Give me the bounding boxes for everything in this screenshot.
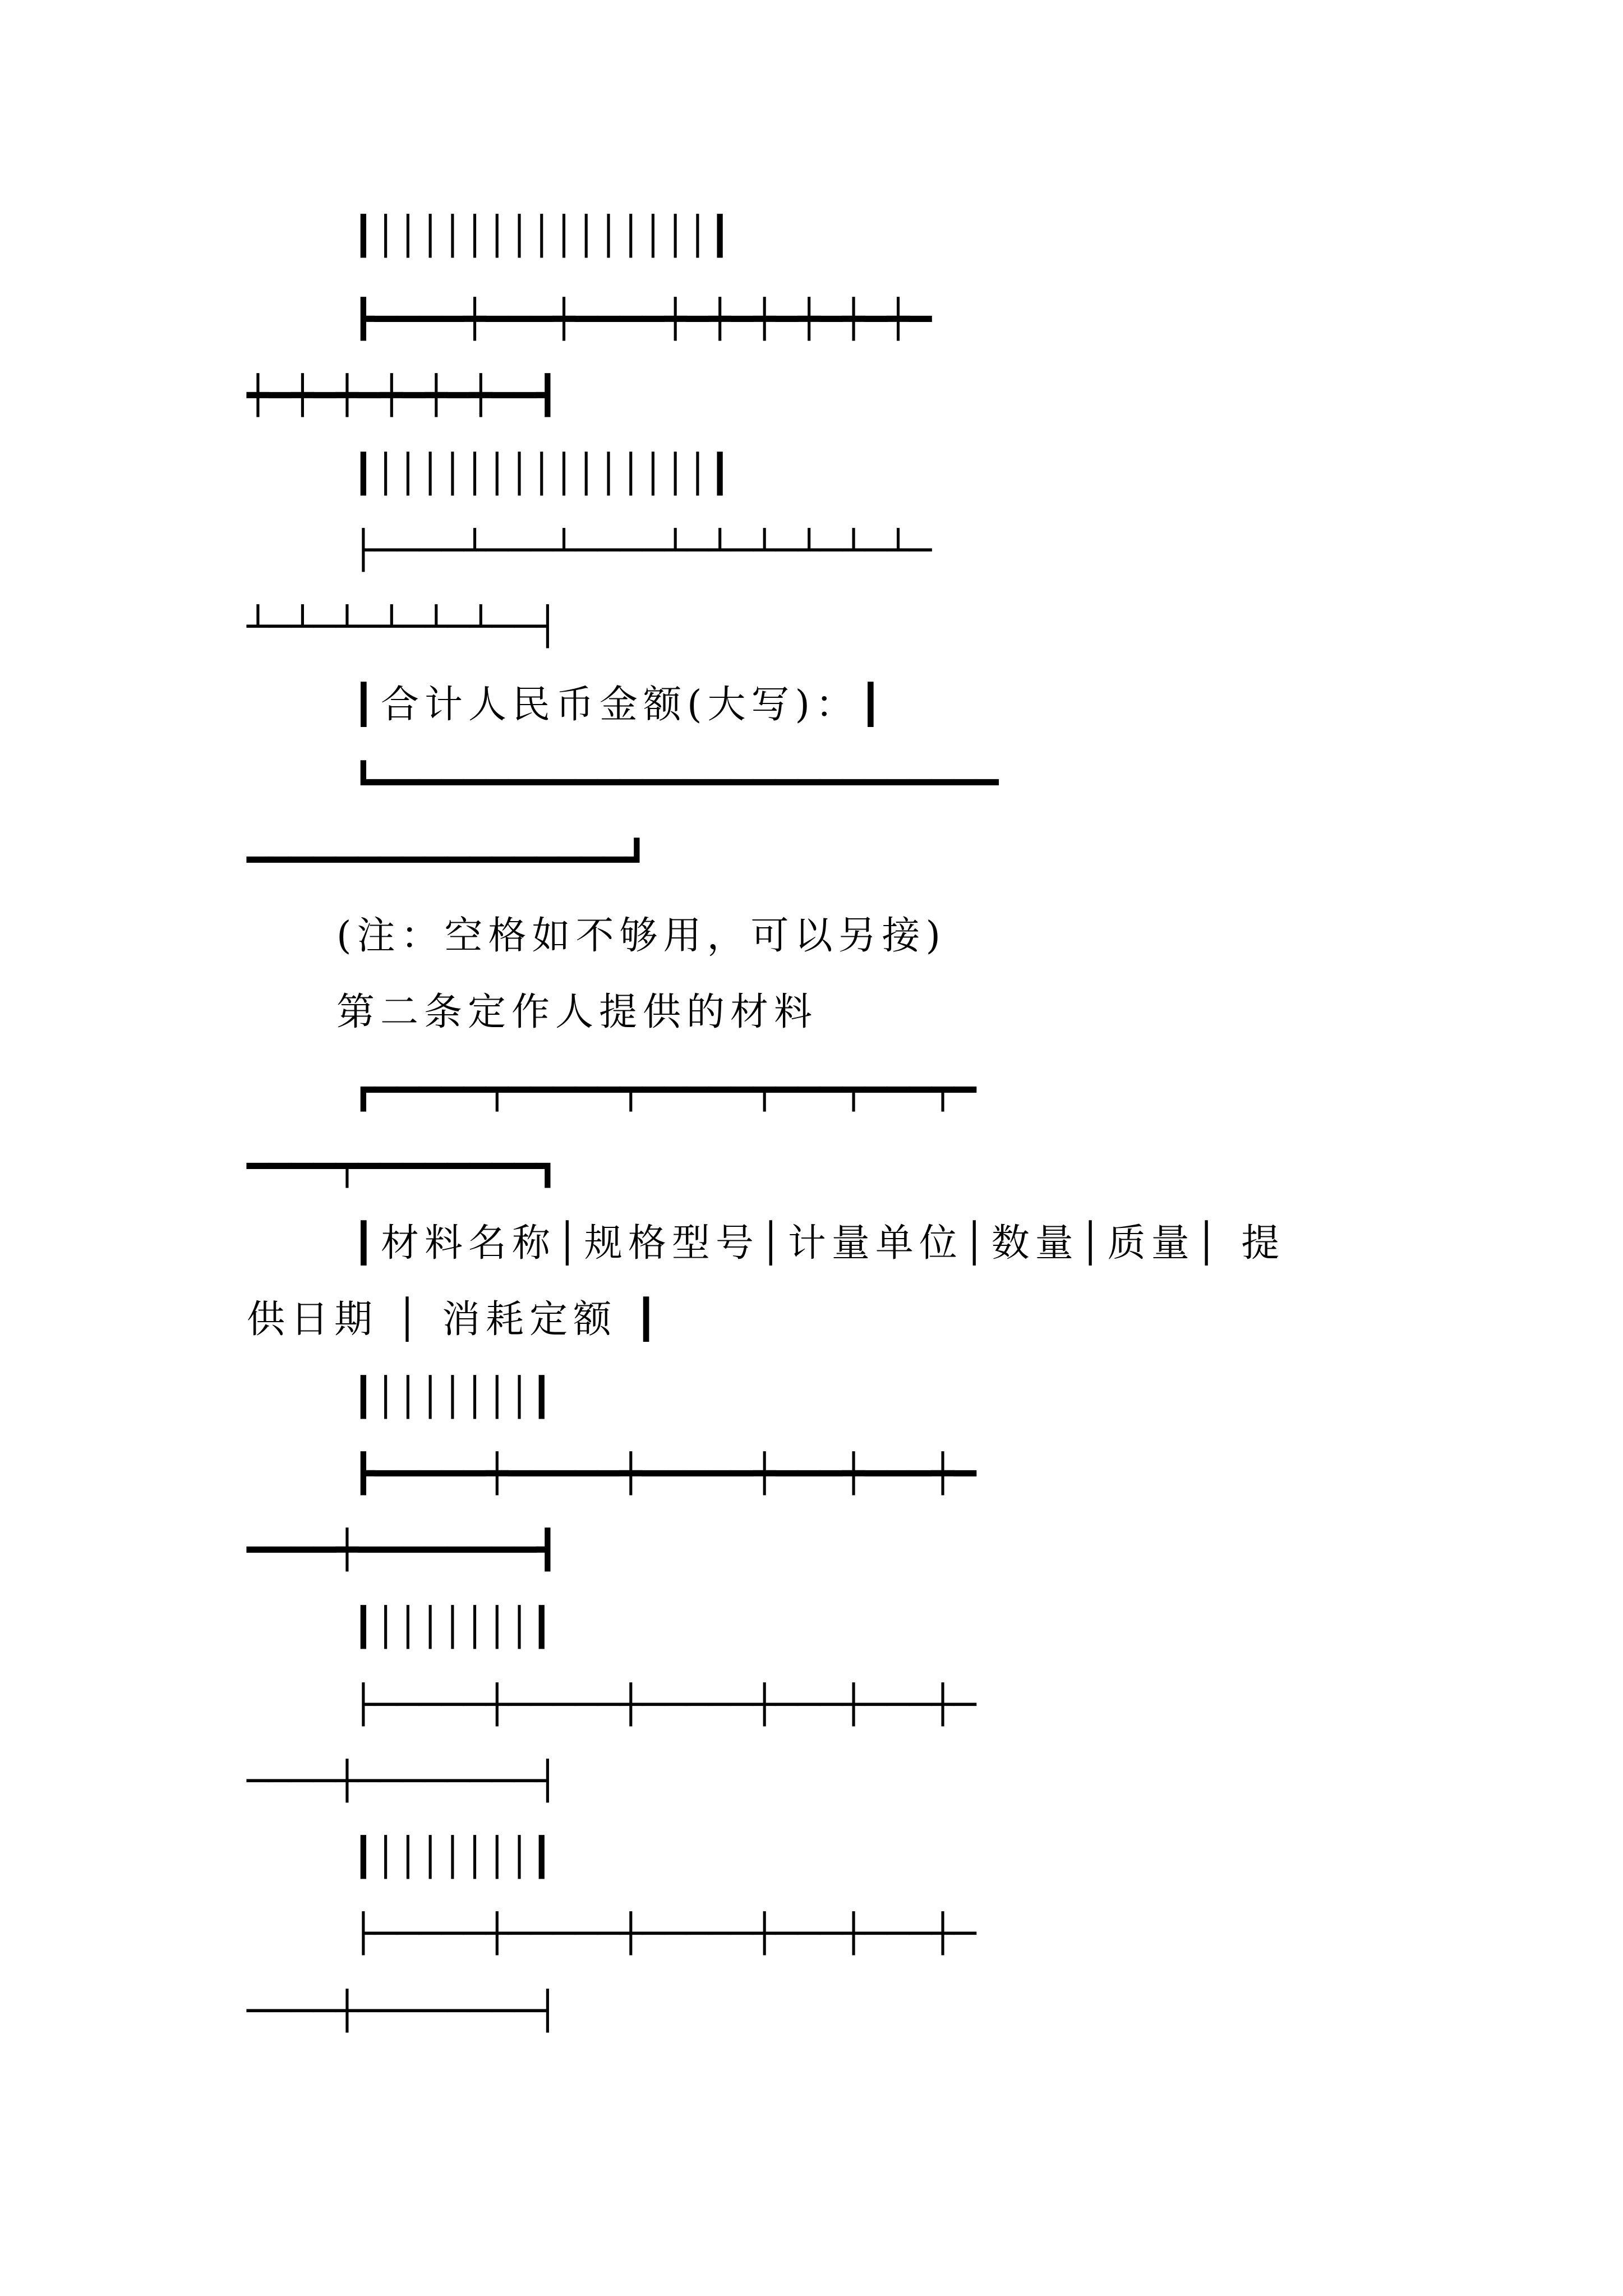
materials-table-row-separator: ├─────┼─────┼─────┼───┼───┼─: [352, 1683, 976, 1726]
table-row-borders: ┃│││││││││││││││┃: [352, 452, 731, 495]
table-row-separator-continued: ┴─┴─┴─┴─┴─┴──┤: [247, 605, 559, 648]
materials-table-row-separator: ├─────┼─────┼─────┼───┼───┼─: [352, 1912, 976, 1955]
materials-table-header: ┃材料名称│规格型号│计量单位│数量│质量│ 提: [352, 1221, 1285, 1266]
materials-table-top-border-continued: ━━━━┯━━━━━━━━┓: [247, 1144, 559, 1188]
note-text: (注：空格如不够用，可以另接): [336, 914, 947, 958]
materials-table-header-continued: 供日期 │ 消耗定额 ┃: [247, 1297, 663, 1342]
table-row-borders: ┃│││││││││││││││┃: [352, 214, 731, 257]
materials-table-row-separator-continued: ────┼────────┤: [247, 1989, 559, 2032]
materials-table-row-separator-continued: ────┼────────┤: [247, 1759, 559, 1802]
table-row-separator-continued: ┿━┿━┿━┿━┿━┿━━┫: [247, 374, 559, 417]
total-amount-label: ┃合计人民币金额(大写)：┃: [352, 683, 888, 727]
table-row-separator: ┣━━━━┿━━━┿━━━━┿━┿━┿━┿━┿━┿━: [352, 297, 932, 341]
materials-table-top-border: ┏━━━━━┯━━━━━┯━━━━━┯━━━┯━━━┯━: [352, 1068, 976, 1111]
materials-table-row-separator: ┣━━━━━┿━━━━━┿━━━━━┿━━━┿━━━┿━: [352, 1452, 976, 1495]
materials-table-row-borders: ┃│││││││┃: [352, 1835, 553, 1879]
materials-table-row-borders: ┃│││││││┃: [352, 1375, 553, 1419]
section-heading: 第二条定作人提供的材料: [336, 990, 818, 1034]
table-row-separator: ├────┴───┴────┴─┴─┴─┴─┴─┴─: [352, 528, 932, 572]
materials-table-row-separator-continued: ━━━━┿━━━━━━━━┫: [247, 1528, 559, 1571]
table-bottom-border: ┗━━━━━━━━━━━━━━━━━━━━━━━━━━━━: [352, 761, 999, 804]
materials-table-row-borders: ┃│││││││┃: [352, 1605, 553, 1649]
table-bottom-border-continued: ━━━━━━━━━━━━━━━━━┛: [247, 838, 648, 881]
